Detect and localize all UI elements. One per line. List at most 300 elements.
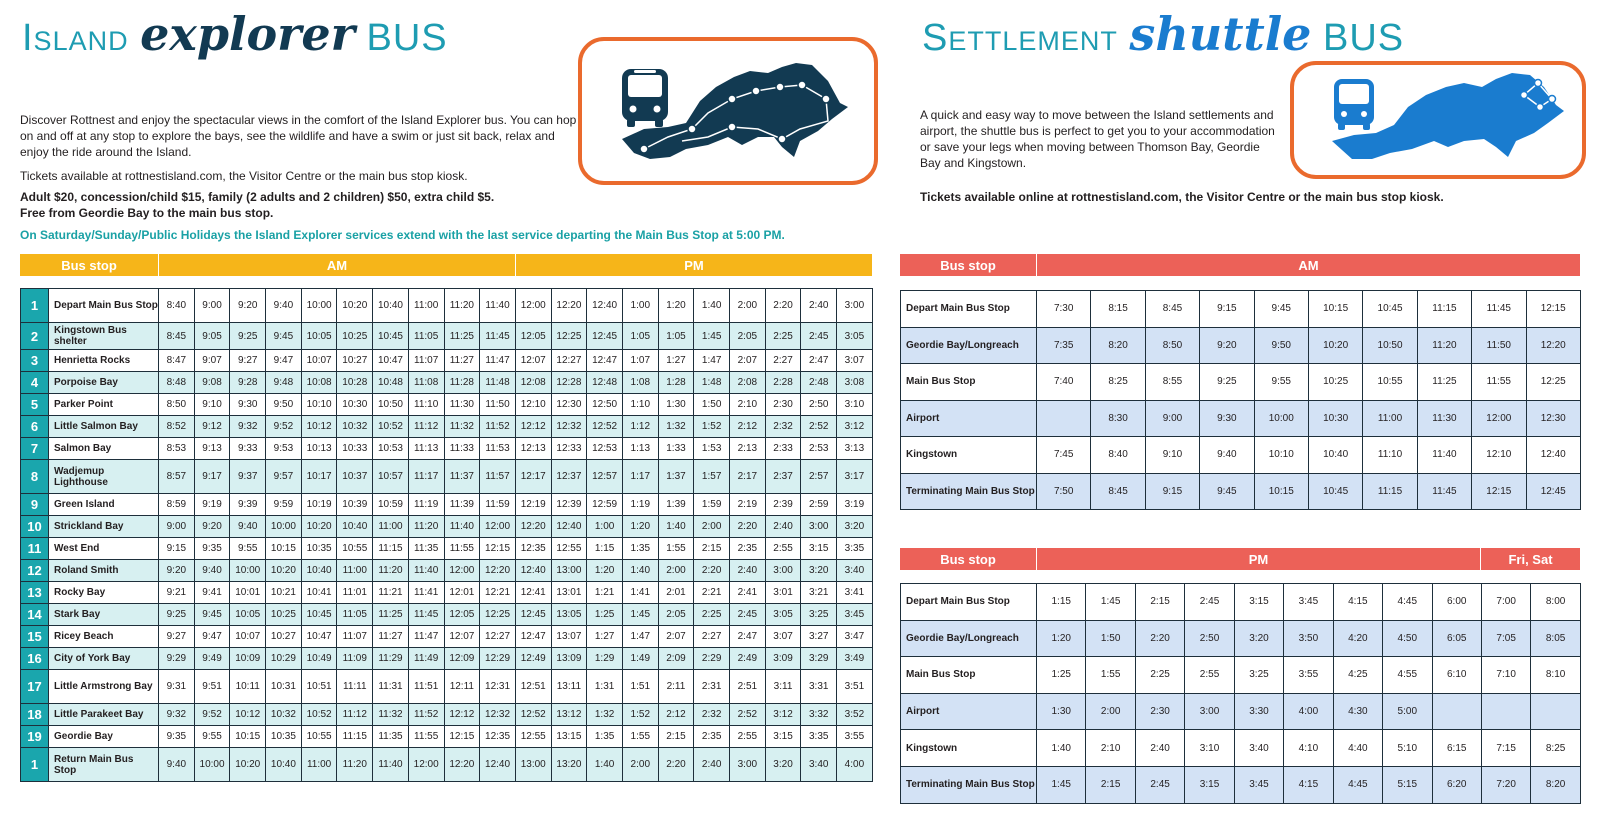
departure-time: 11:52 — [480, 416, 516, 438]
departure-time: 1:52 — [622, 704, 658, 726]
departure-time: 12:49 — [515, 648, 551, 670]
departure-time: 12:00 — [515, 289, 551, 323]
departure-time: 11:20 — [444, 289, 480, 323]
departure-time: 11:40 — [1417, 437, 1471, 474]
departure-time: 12:20 — [480, 560, 516, 582]
departure-time: 8:40 — [159, 289, 195, 323]
departure-time: 11:55 — [408, 726, 444, 748]
departure-time: 12:25 — [1526, 364, 1580, 401]
departure-time: 1:12 — [622, 416, 658, 438]
departure-time: 9:10 — [194, 394, 230, 416]
departure-time: 2:00 — [622, 748, 658, 782]
stop-number: 5 — [21, 394, 49, 416]
departure-time: 4:20 — [1333, 620, 1382, 657]
table-row — [901, 584, 1581, 621]
departure-time: 9:40 — [194, 560, 230, 582]
departure-time: 9:25 — [1200, 364, 1254, 401]
departure-time: 11:30 — [444, 394, 480, 416]
departure-time: 3:07 — [765, 626, 801, 648]
departure-time: 6:05 — [1432, 620, 1481, 657]
table-row — [901, 620, 1581, 657]
departure-time: 10:25 — [337, 323, 373, 350]
departure-time: 11:52 — [408, 704, 444, 726]
departure-time: 3:21 — [801, 582, 837, 604]
stop-name: Stark Bay — [49, 604, 159, 626]
stop-number: 15 — [21, 626, 49, 648]
shuttle-pm-header — [900, 548, 1580, 570]
bus-icon — [1334, 79, 1374, 130]
departure-time: 12:25 — [480, 604, 516, 626]
departure-time: 10:55 — [337, 538, 373, 560]
departure-time: 10:20 — [301, 516, 337, 538]
departure-time: 9:35 — [159, 726, 195, 748]
departure-time: 2:35 — [694, 726, 730, 748]
departure-time: 11:55 — [444, 538, 480, 560]
departure-time: 1:20 — [1037, 620, 1086, 657]
departure-time: 3:45 — [837, 604, 873, 626]
departure-time: 10:45 — [1363, 291, 1417, 328]
shuttle-pm-header-pm: PM — [1036, 548, 1480, 570]
stop-name: Geordie Bay/Longreach — [901, 620, 1037, 657]
departure-time: 12:00 — [408, 748, 444, 782]
departure-time: 10:05 — [230, 604, 266, 626]
departure-time: 3:11 — [765, 670, 801, 704]
departure-time: 11:50 — [1472, 327, 1526, 364]
departure-time: 9:20 — [1200, 327, 1254, 364]
departure-time: 9:40 — [1200, 437, 1254, 474]
departure-time: 9:40 — [159, 748, 195, 782]
departure-time: 2:20 — [1135, 620, 1184, 657]
departure-time: 8:25 — [1091, 364, 1145, 401]
departure-time: 3:17 — [837, 460, 873, 494]
departure-time: 11:29 — [373, 648, 409, 670]
shuttle-pm-timetable — [900, 583, 1581, 804]
explorer-weekend-note: On Saturday/Sunday/Public Holidays the Island Explorer services extend with the last service departing the Main Bus Stop at 5:00 PM. — [20, 228, 785, 242]
departure-time: 4:15 — [1333, 584, 1382, 621]
departure-time: 10:30 — [337, 394, 373, 416]
departure-time: 9:45 — [1200, 473, 1254, 510]
departure-time: 2:08 — [730, 372, 766, 394]
departure-time: 9:48 — [266, 372, 302, 394]
departure-time: 13:05 — [551, 604, 587, 626]
departure-time: 2:57 — [801, 460, 837, 494]
departure-time: 12:07 — [444, 626, 480, 648]
departure-time: 1:50 — [694, 394, 730, 416]
departure-time: 12:32 — [480, 704, 516, 726]
departure-time: 7:45 — [1037, 437, 1091, 474]
departure-time: 12:37 — [551, 460, 587, 494]
departure-time: 10:51 — [301, 670, 337, 704]
stop-number: 17 — [21, 670, 49, 704]
stop-name: Terminating Main Bus Stop — [901, 473, 1037, 510]
departure-time: 1:35 — [587, 726, 623, 748]
departure-time: 12:29 — [480, 648, 516, 670]
departure-time: 1:55 — [658, 538, 694, 560]
stop-name: Airport — [901, 693, 1037, 730]
stop-number: 8 — [21, 460, 49, 494]
departure-time: 11:33 — [444, 438, 480, 460]
departure-time: 2:00 — [730, 289, 766, 323]
departure-time: 2:15 — [1135, 584, 1184, 621]
departure-time: 2:15 — [694, 538, 730, 560]
departure-time: 11:25 — [1417, 364, 1471, 401]
departure-time: 11:37 — [444, 460, 480, 494]
stop-number: 11 — [21, 538, 49, 560]
departure-time: 2:11 — [658, 670, 694, 704]
departure-time: 2:20 — [658, 748, 694, 782]
shuttle-map-box — [1290, 61, 1586, 179]
shuttle-am-header-stop: Bus stop — [900, 254, 1036, 276]
departure-time: 12:05 — [444, 604, 480, 626]
departure-time: 11:57 — [480, 460, 516, 494]
shuttle-map — [1294, 65, 1582, 175]
departure-time: 11:00 — [337, 560, 373, 582]
departure-time: 2:49 — [730, 648, 766, 670]
table-row — [901, 364, 1581, 401]
departure-time: 10:11 — [230, 670, 266, 704]
departure-time: 8:50 — [1145, 327, 1199, 364]
departure-time: 2:45 — [1135, 766, 1184, 803]
table-row — [21, 604, 873, 626]
shuttle-pm-header-fri-sat: Fri, Sat — [1480, 548, 1580, 570]
departure-time: 10:17 — [301, 460, 337, 494]
departure-time: 12:40 — [551, 516, 587, 538]
departure-time: 3:25 — [801, 604, 837, 626]
stop-name: Strickland Bay — [49, 516, 159, 538]
departure-time: 11:40 — [408, 560, 444, 582]
departure-time: 3:27 — [801, 626, 837, 648]
departure-time: 8:45 — [1091, 473, 1145, 510]
explorer-timetable — [20, 288, 873, 782]
departure-time: 11:48 — [480, 372, 516, 394]
explorer-table-header — [20, 254, 872, 276]
departure-time: 10:31 — [266, 670, 302, 704]
departure-time: 12:12 — [515, 416, 551, 438]
departure-time: 1:40 — [587, 748, 623, 782]
departure-time: 1:29 — [587, 648, 623, 670]
departure-time: 11:45 — [480, 323, 516, 350]
departure-time: 10:52 — [301, 704, 337, 726]
departure-time: 12:10 — [1472, 437, 1526, 474]
departure-time: 8:45 — [159, 323, 195, 350]
departure-time: 10:15 — [266, 538, 302, 560]
departure-time: 11:15 — [1417, 291, 1471, 328]
departure-time: 11:25 — [373, 604, 409, 626]
departure-time: 11:32 — [373, 704, 409, 726]
departure-time: 10:35 — [266, 726, 302, 748]
departure-time: 11:12 — [337, 704, 373, 726]
departure-time: 8:52 — [159, 416, 195, 438]
explorer-header-am: AM — [158, 254, 515, 276]
departure-time: 5:10 — [1383, 730, 1432, 767]
departure-time: 10:55 — [1363, 364, 1417, 401]
departure-time: 12:53 — [587, 438, 623, 460]
departure-time: 2:15 — [658, 726, 694, 748]
stop-name: Depart Main Bus Stop — [901, 584, 1037, 621]
departure-time: 10:15 — [1308, 291, 1362, 328]
departure-time: 11:45 — [1417, 473, 1471, 510]
departure-time: 2:48 — [801, 372, 837, 394]
departure-time: 9:35 — [194, 538, 230, 560]
departure-time: 11:40 — [480, 289, 516, 323]
table-row — [901, 473, 1581, 510]
departure-time: 3:19 — [837, 494, 873, 516]
departure-time: 10:53 — [373, 438, 409, 460]
departure-time: 1:35 — [622, 538, 658, 560]
departure-time: 13:00 — [515, 748, 551, 782]
departure-time: 10:10 — [1254, 437, 1308, 474]
explorer-map-box — [578, 37, 878, 185]
departure-time: 1:45 — [1037, 766, 1086, 803]
table-row — [901, 657, 1581, 694]
departure-time: 10:40 — [373, 289, 409, 323]
departure-time: 3:40 — [801, 748, 837, 782]
departure-time: 2:05 — [658, 604, 694, 626]
departure-time: 9:08 — [194, 372, 230, 394]
departure-time: 1:45 — [694, 323, 730, 350]
departure-time: 1:40 — [622, 560, 658, 582]
departure-time: 9:55 — [1254, 364, 1308, 401]
departure-time: 8:40 — [1091, 437, 1145, 474]
departure-time: 9:52 — [266, 416, 302, 438]
departure-time: 1:27 — [587, 626, 623, 648]
departure-time: 13:20 — [551, 748, 587, 782]
departure-time: 11:47 — [480, 350, 516, 372]
departure-time: 1:00 — [587, 516, 623, 538]
departure-time: 1:05 — [658, 323, 694, 350]
departure-time: 9:45 — [1254, 291, 1308, 328]
departure-time: 11:01 — [337, 582, 373, 604]
departure-time: 8:59 — [159, 494, 195, 516]
stop-name: Little Parakeet Bay — [49, 704, 159, 726]
departure-time: 2:07 — [658, 626, 694, 648]
stop-name: Return Main Bus Stop — [49, 748, 159, 782]
stop-name: Kingstown — [901, 437, 1037, 474]
departure-time: 10:45 — [373, 323, 409, 350]
departure-time: 9:33 — [230, 438, 266, 460]
departure-time: 1:45 — [622, 604, 658, 626]
departure-time: 8:53 — [159, 438, 195, 460]
departure-time: 12:45 — [1526, 473, 1580, 510]
departure-time: 8:00 — [1531, 584, 1580, 621]
departure-time: 8:05 — [1531, 620, 1580, 657]
departure-time: 3:13 — [837, 438, 873, 460]
departure-time: 12:40 — [587, 289, 623, 323]
departure-time: 10:13 — [301, 438, 337, 460]
departure-time: 11:00 — [373, 516, 409, 538]
departure-time: 3:45 — [1284, 584, 1333, 621]
departure-time: 1:57 — [694, 460, 730, 494]
stop-name: City of York Bay — [49, 648, 159, 670]
departure-time: 9:32 — [159, 704, 195, 726]
departure-time: 12:07 — [515, 350, 551, 372]
explorer-intro: Discover Rottnest and enjoy the spectacular views in the comfort of the Island Explorer bus. You can hop on and off at any stop to explore the bays, see the wildlife and have a swim or just sit back, relax and enjoy the ride around the Island. — [20, 113, 577, 159]
departure-time: 2:25 — [1135, 657, 1184, 694]
table-row — [21, 648, 873, 670]
departure-time: 1:15 — [1037, 584, 1086, 621]
departure-time: 1:13 — [622, 438, 658, 460]
departure-time: 11:51 — [408, 670, 444, 704]
departure-time: 9:47 — [266, 350, 302, 372]
departure-time: 2:27 — [765, 350, 801, 372]
departure-time: 1:15 — [587, 538, 623, 560]
explorer-title-script: explorer — [140, 7, 355, 61]
stop-number: 2 — [21, 323, 49, 350]
departure-time: 11:20 — [337, 748, 373, 782]
departure-time: 2:45 — [1185, 584, 1234, 621]
departure-time: 9:13 — [194, 438, 230, 460]
table-row — [21, 560, 873, 582]
shuttle-am-timetable — [900, 290, 1581, 510]
departure-time: 11:25 — [444, 323, 480, 350]
departure-time: 11:20 — [408, 516, 444, 538]
departure-time: 2:29 — [694, 648, 730, 670]
table-row — [901, 291, 1581, 328]
departure-time: 11:21 — [373, 582, 409, 604]
stop-name: Roland Smith — [49, 560, 159, 582]
departure-time: 3:05 — [765, 604, 801, 626]
departure-time: 1:17 — [622, 460, 658, 494]
stop-number: 6 — [21, 416, 49, 438]
departure-time: 8:57 — [159, 460, 195, 494]
stop-name: Depart Main Bus Stop — [49, 289, 159, 323]
departure-time: 6:15 — [1432, 730, 1481, 767]
departure-time: 3:29 — [801, 648, 837, 670]
departure-time: 1:47 — [694, 350, 730, 372]
stop-name: Little Armstrong Bay — [49, 670, 159, 704]
departure-time: 7:40 — [1037, 364, 1091, 401]
departure-time: 12:19 — [515, 494, 551, 516]
departure-time: 12:45 — [515, 604, 551, 626]
departure-time: 6:10 — [1432, 657, 1481, 694]
explorer-prices: Adult $20, concession/child $15, family (2 adults and 2 children) $50, extra child $5. — [20, 190, 495, 204]
departure-time: 3:07 — [837, 350, 873, 372]
stop-number: 4 — [21, 372, 49, 394]
shuttle-am-header-am: AM — [1036, 254, 1580, 276]
departure-time: 11:15 — [337, 726, 373, 748]
departure-time: 4:50 — [1383, 620, 1432, 657]
departure-time: 12:55 — [551, 538, 587, 560]
departure-time: 11:12 — [408, 416, 444, 438]
departure-time: 4:30 — [1333, 693, 1382, 730]
departure-time: 11:13 — [408, 438, 444, 460]
departure-time: 10:00 — [194, 748, 230, 782]
departure-time: 6:00 — [1432, 584, 1481, 621]
departure-time: 10:12 — [230, 704, 266, 726]
departure-time: 9:19 — [194, 494, 230, 516]
departure-time: 1:25 — [587, 604, 623, 626]
departure-time: 4:00 — [1284, 693, 1333, 730]
departure-time: 12:00 — [444, 560, 480, 582]
departure-time: 12:39 — [551, 494, 587, 516]
departure-time: 10:40 — [1308, 437, 1362, 474]
departure-time: 2:09 — [658, 648, 694, 670]
departure-time: 13:11 — [551, 670, 587, 704]
departure-time: 10:00 — [266, 516, 302, 538]
departure-time: 9:41 — [194, 582, 230, 604]
departure-time: 12:20 — [1526, 327, 1580, 364]
departure-time: 11:31 — [373, 670, 409, 704]
departure-time: 11:00 — [301, 748, 337, 782]
departure-time: 3:15 — [1234, 584, 1283, 621]
departure-time: 2:28 — [765, 372, 801, 394]
departure-time: 12:45 — [587, 323, 623, 350]
departure-time: 11:10 — [1363, 437, 1417, 474]
departure-time: 2:12 — [658, 704, 694, 726]
table-row — [901, 730, 1581, 767]
departure-time: 12:27 — [551, 350, 587, 372]
departure-time: 7:15 — [1481, 730, 1530, 767]
shuttle-intro: A quick and easy way to move between the Island settlements and airport, the shuttle bus is perfect to get you to your accommodation or save your legs when moving between Thomson Bay, Geordie Bay and Kingstown. — [920, 108, 1275, 170]
departure-time: 10:33 — [337, 438, 373, 460]
departure-time: 2:40 — [765, 516, 801, 538]
departure-time: 3:45 — [1234, 766, 1283, 803]
departure-time: 2:20 — [730, 516, 766, 538]
departure-time: 1:55 — [622, 726, 658, 748]
departure-time: 3:08 — [837, 372, 873, 394]
departure-time: 10:47 — [373, 350, 409, 372]
departure-time: 2:00 — [1086, 693, 1135, 730]
departure-time: 3:41 — [837, 582, 873, 604]
departure-time: 5:00 — [1383, 693, 1432, 730]
departure-time: 1:32 — [658, 416, 694, 438]
departure-time: 3:20 — [801, 560, 837, 582]
departure-time: 2:39 — [765, 494, 801, 516]
departure-time: 9:25 — [230, 323, 266, 350]
departure-time: 1:05 — [622, 323, 658, 350]
departure-time: 12:51 — [515, 670, 551, 704]
departure-time: 2:21 — [694, 582, 730, 604]
departure-time: 8:15 — [1091, 291, 1145, 328]
departure-time: 12:15 — [1472, 473, 1526, 510]
departure-time: 9:17 — [194, 460, 230, 494]
departure-time: 2:52 — [801, 416, 837, 438]
departure-time: 12:25 — [551, 323, 587, 350]
departure-time: 11:41 — [408, 582, 444, 604]
stop-number: 18 — [21, 704, 49, 726]
departure-time: 1:45 — [1086, 584, 1135, 621]
departure-time: 10:45 — [301, 604, 337, 626]
departure-time: 3:35 — [837, 538, 873, 560]
departure-time: 2:40 — [801, 289, 837, 323]
table-row — [21, 726, 873, 748]
departure-time: 9:50 — [266, 394, 302, 416]
departure-time: 9:05 — [194, 323, 230, 350]
table-row — [21, 538, 873, 560]
departure-time: 1:53 — [694, 438, 730, 460]
departure-time: 3:00 — [730, 748, 766, 782]
departure-time: 9:12 — [194, 416, 230, 438]
departure-time: 12:09 — [444, 648, 480, 670]
stop-name: Kingstown Bus shelter — [49, 323, 159, 350]
departure-time: 1:31 — [587, 670, 623, 704]
departure-time: 10:27 — [337, 350, 373, 372]
departure-time: 9:45 — [266, 323, 302, 350]
departure-time: 9:45 — [194, 604, 230, 626]
departure-time: 11:07 — [408, 350, 444, 372]
departure-time: 12:35 — [480, 726, 516, 748]
departure-time: 10:07 — [230, 626, 266, 648]
departure-time: 10:45 — [1308, 473, 1362, 510]
departure-time: 9:15 — [1145, 473, 1199, 510]
departure-time: 1:28 — [658, 372, 694, 394]
table-row — [21, 494, 873, 516]
departure-time: 1:07 — [622, 350, 658, 372]
departure-time: 11:08 — [408, 372, 444, 394]
departure-time: 9:55 — [230, 538, 266, 560]
stop-name: Geordie Bay/Longreach — [901, 327, 1037, 364]
departure-time: 3:12 — [765, 704, 801, 726]
